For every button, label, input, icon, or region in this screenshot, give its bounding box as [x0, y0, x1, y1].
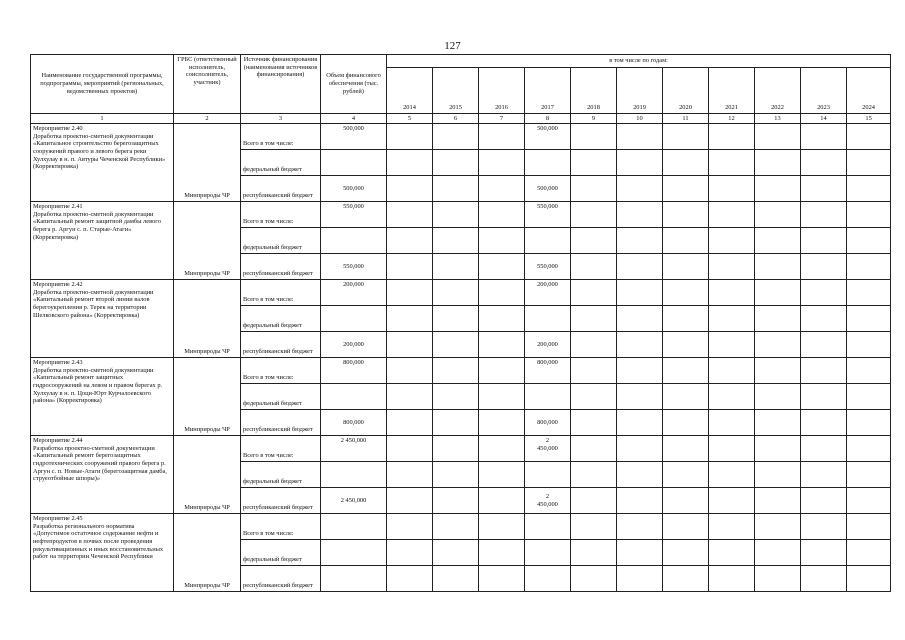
year-value [433, 488, 479, 514]
year-value [801, 410, 847, 436]
column-number: 13 [755, 114, 801, 124]
year-value [755, 358, 801, 384]
year-value [755, 332, 801, 358]
header-by-years: в том числе по годам: [387, 55, 891, 68]
year-value [663, 462, 709, 488]
year-value [663, 150, 709, 176]
year-value [755, 150, 801, 176]
year-value [387, 280, 433, 306]
table-row [31, 202, 891, 228]
year-value [847, 124, 891, 150]
year-value [525, 228, 571, 254]
year-header: 2024 [847, 68, 891, 114]
year-value [479, 176, 525, 202]
header-source: Источник финансирования (наименования источников финансирования) [241, 55, 321, 114]
year-value [663, 436, 709, 462]
year-value [709, 436, 755, 462]
year-value [571, 436, 617, 462]
funding-volume: 200,000 [321, 332, 387, 358]
year-value [525, 150, 571, 176]
funding-source: Всего в том числе: [241, 202, 321, 228]
year-value [847, 566, 891, 592]
column-number: 14 [801, 114, 847, 124]
year-value [387, 254, 433, 280]
year-value [617, 436, 663, 462]
table-row [31, 280, 891, 306]
funding-volume: 550,000 [321, 254, 387, 280]
year-value [847, 358, 891, 384]
funding-volume [321, 150, 387, 176]
year-value [847, 384, 891, 410]
year-value [663, 566, 709, 592]
column-number: 10 [617, 114, 663, 124]
year-value [571, 332, 617, 358]
measure-grbs: Минприроды ЧР [174, 358, 241, 436]
funding-volume [321, 384, 387, 410]
year-header: 2022 [755, 68, 801, 114]
year-value: 500,000 [525, 176, 571, 202]
column-number: 12 [709, 114, 755, 124]
column-number: 8 [525, 114, 571, 124]
year-value: 800,000 [525, 410, 571, 436]
column-number: 7 [479, 114, 525, 124]
year-value [709, 124, 755, 150]
year-value [387, 384, 433, 410]
year-value [801, 202, 847, 228]
year-value [847, 306, 891, 332]
year-value [433, 150, 479, 176]
year-value [755, 540, 801, 566]
year-value [663, 358, 709, 384]
funding-source: республиканский бюджет [241, 566, 321, 592]
funding-source: федеральный бюджет [241, 540, 321, 566]
year-value [571, 462, 617, 488]
year-value [801, 150, 847, 176]
year-value [387, 306, 433, 332]
year-value [387, 540, 433, 566]
funding-volume: 2 450,000 [321, 436, 387, 462]
year-value [755, 566, 801, 592]
measure-name: Мероприятие 2.44 Разработка проектно-сметной документации «Капитальный ремонт берегозащитных гидротехнических сооружений правого берега р. Аргун с. п. Новые-Атаги (берегозащитная дамба, струеотбойные шпоры)» [31, 436, 174, 514]
funding-source: Всего в том числе: [241, 514, 321, 540]
year-header: 2018 [571, 68, 617, 114]
year-value [387, 488, 433, 514]
year-value [709, 566, 755, 592]
year-header: 2023 [801, 68, 847, 114]
year-value [617, 150, 663, 176]
year-value [617, 124, 663, 150]
measure-name: Мероприятие 2.43 Доработка проектно-сметной документации «Капитальный ремонт защитных гидросооружений на левом и правом берегах р. Хулхулау в н. п. Цоци-Юрт Курчалоевского района» (Корректировка) [31, 358, 174, 436]
year-value [479, 540, 525, 566]
column-number: 15 [847, 114, 891, 124]
year-value [709, 202, 755, 228]
funding-volume [321, 462, 387, 488]
year-value [479, 202, 525, 228]
year-value [709, 358, 755, 384]
year-value [847, 176, 891, 202]
funding-volume [321, 566, 387, 592]
year-value [847, 488, 891, 514]
year-value [847, 514, 891, 540]
year-value [525, 462, 571, 488]
column-number: 3 [241, 114, 321, 124]
year-value [663, 254, 709, 280]
year-value [433, 176, 479, 202]
year-value [479, 566, 525, 592]
table-row [31, 436, 891, 462]
year-value [709, 540, 755, 566]
year-value [571, 358, 617, 384]
funding-source: Всего в том числе: [241, 280, 321, 306]
year-header: 2016 [479, 68, 525, 114]
measure-grbs: Минприроды ЧР [174, 436, 241, 514]
year-value: 550,000 [525, 202, 571, 228]
year-value [387, 228, 433, 254]
measure-grbs: Минприроды ЧР [174, 202, 241, 280]
funding-source: республиканский бюджет [241, 410, 321, 436]
funding-volume [321, 514, 387, 540]
year-value [387, 176, 433, 202]
year-value [617, 410, 663, 436]
year-value [801, 228, 847, 254]
measures-body [31, 124, 891, 592]
year-value [525, 540, 571, 566]
funding-source: федеральный бюджет [241, 228, 321, 254]
column-number: 5 [387, 114, 433, 124]
year-value [525, 514, 571, 540]
year-value [847, 436, 891, 462]
year-value [663, 202, 709, 228]
header-name: Наименование государственной программы, подпрограммы, мероприятий (региональных, ведомственных проектов) [31, 55, 174, 114]
year-value [709, 176, 755, 202]
year-value [847, 332, 891, 358]
year-value [617, 202, 663, 228]
year-value [801, 514, 847, 540]
year-value [571, 306, 617, 332]
year-value [433, 332, 479, 358]
year-value [801, 488, 847, 514]
year-value [479, 228, 525, 254]
funding-source: федеральный бюджет [241, 384, 321, 410]
funding-volume: 2 450,000 [321, 488, 387, 514]
year-value [847, 150, 891, 176]
funding-source: республиканский бюджет [241, 488, 321, 514]
year-header: 2020 [663, 68, 709, 114]
year-value [663, 514, 709, 540]
funding-source: Всего в том числе: [241, 124, 321, 150]
year-value [433, 228, 479, 254]
year-value [663, 488, 709, 514]
year-value [571, 254, 617, 280]
year-value [387, 150, 433, 176]
year-value [801, 566, 847, 592]
year-value [847, 410, 891, 436]
year-value [755, 228, 801, 254]
funding-source: Всего в том числе: [241, 358, 321, 384]
year-value [617, 462, 663, 488]
year-value [709, 254, 755, 280]
column-number: 1 [31, 114, 174, 124]
year-value [571, 150, 617, 176]
year-value [801, 436, 847, 462]
year-value [387, 436, 433, 462]
year-value [433, 436, 479, 462]
year-value [709, 228, 755, 254]
year-value [801, 358, 847, 384]
year-value [479, 332, 525, 358]
measure-grbs: Минприроды ЧР [174, 280, 241, 358]
column-number: 6 [433, 114, 479, 124]
year-value [755, 176, 801, 202]
year-value: 2 450,000 [525, 488, 571, 514]
year-header: 2015 [433, 68, 479, 114]
year-value [663, 384, 709, 410]
year-header: 2014 [387, 68, 433, 114]
year-value [571, 514, 617, 540]
column-number: 4 [321, 114, 387, 124]
year-value [709, 332, 755, 358]
year-value [663, 124, 709, 150]
year-value [755, 410, 801, 436]
year-value [709, 150, 755, 176]
financing-table [30, 54, 891, 592]
year-value [801, 384, 847, 410]
year-value [479, 150, 525, 176]
year-value [433, 384, 479, 410]
year-value [571, 202, 617, 228]
header-row-top [31, 55, 891, 68]
year-value [387, 202, 433, 228]
year-value [387, 358, 433, 384]
year-value [709, 410, 755, 436]
header-volume: Объем финансового обеспечения (тыс. рублей) [321, 55, 387, 114]
year-value: 200,000 [525, 280, 571, 306]
funding-volume [321, 306, 387, 332]
year-value [755, 254, 801, 280]
year-value [709, 514, 755, 540]
year-value [525, 384, 571, 410]
year-value [801, 124, 847, 150]
funding-volume: 550,000 [321, 202, 387, 228]
year-value [801, 176, 847, 202]
year-value [479, 488, 525, 514]
year-value [433, 566, 479, 592]
funding-volume: 200,000 [321, 280, 387, 306]
funding-volume: 500,000 [321, 124, 387, 150]
year-value [571, 566, 617, 592]
year-value [571, 124, 617, 150]
year-value [387, 124, 433, 150]
year-value [709, 488, 755, 514]
year-value [755, 202, 801, 228]
funding-volume: 500,000 [321, 176, 387, 202]
measure-name: Мероприятие 2.40 Доработка проектно-сметной документации «Капитальное строительство берегозащитных сооружений правого и левого берега реки Хулхулау в н. п. Автуры Чеченской Республики» (Корректировка) [31, 124, 174, 202]
table-row [31, 358, 891, 384]
year-header: 2019 [617, 68, 663, 114]
year-value [617, 280, 663, 306]
year-value [801, 306, 847, 332]
year-value [433, 280, 479, 306]
year-value [617, 514, 663, 540]
year-value [755, 384, 801, 410]
year-value [617, 254, 663, 280]
year-value [387, 514, 433, 540]
table-row [31, 124, 891, 150]
year-value [479, 358, 525, 384]
year-value [571, 176, 617, 202]
year-value [387, 462, 433, 488]
year-value: 800,000 [525, 358, 571, 384]
year-value [479, 254, 525, 280]
year-value [709, 462, 755, 488]
year-value [847, 280, 891, 306]
year-value [433, 358, 479, 384]
funding-volume [321, 540, 387, 566]
year-value [479, 306, 525, 332]
year-value [387, 410, 433, 436]
funding-source: федеральный бюджет [241, 462, 321, 488]
year-value [479, 514, 525, 540]
funding-volume [321, 228, 387, 254]
year-value [847, 202, 891, 228]
year-value [433, 540, 479, 566]
year-value [755, 436, 801, 462]
year-value [801, 254, 847, 280]
year-value [571, 488, 617, 514]
year-value [387, 566, 433, 592]
year-value [755, 280, 801, 306]
year-value [571, 410, 617, 436]
year-value [617, 488, 663, 514]
measure-grbs: Минприроды ЧР [174, 514, 241, 592]
year-value [663, 280, 709, 306]
year-value [433, 124, 479, 150]
year-value [755, 462, 801, 488]
year-value [433, 306, 479, 332]
year-value [617, 228, 663, 254]
year-value [801, 540, 847, 566]
year-value [617, 358, 663, 384]
year-value [617, 384, 663, 410]
year-value [479, 410, 525, 436]
year-value [525, 566, 571, 592]
year-header: 2021 [709, 68, 755, 114]
year-value [847, 228, 891, 254]
year-header: 2017 [525, 68, 571, 114]
table-row [31, 514, 891, 540]
year-value [617, 566, 663, 592]
column-number: 11 [663, 114, 709, 124]
year-value [801, 462, 847, 488]
year-value [847, 254, 891, 280]
year-value [755, 488, 801, 514]
funding-volume: 800,000 [321, 410, 387, 436]
year-value [847, 540, 891, 566]
year-value: 500,000 [525, 124, 571, 150]
year-value [663, 410, 709, 436]
year-value [617, 540, 663, 566]
year-value [663, 228, 709, 254]
measure-grbs: Минприроды ЧР [174, 124, 241, 202]
funding-source: федеральный бюджет [241, 150, 321, 176]
measure-name: Мероприятие 2.45 Разработка регионального норматива «Допустимое остаточное содержание нефти и нефтепродуктов в почвах после проведения рекультивационных и иных восстановительных работ на территории Чеченской Республики [31, 514, 174, 592]
year-value [479, 280, 525, 306]
funding-source: федеральный бюджет [241, 306, 321, 332]
year-value [571, 280, 617, 306]
year-value [479, 462, 525, 488]
measure-name: Мероприятие 2.41 Доработка проектно-сметной документации «Капитальный ремонт защитной дамбы левого берега р. Аргун с. п. Старые-Атаги» (Корректировка) [31, 202, 174, 280]
year-value [479, 436, 525, 462]
year-value [755, 306, 801, 332]
year-value [663, 176, 709, 202]
year-value [433, 254, 479, 280]
year-value [709, 306, 755, 332]
year-value [663, 540, 709, 566]
year-value [479, 124, 525, 150]
year-value [479, 384, 525, 410]
year-value [755, 514, 801, 540]
year-value [847, 462, 891, 488]
year-value [525, 306, 571, 332]
year-value: 550,000 [525, 254, 571, 280]
funding-volume: 800,000 [321, 358, 387, 384]
column-number: 2 [174, 114, 241, 124]
year-value [709, 384, 755, 410]
header-grbs: ГРБС (ответственный исполнитель, соисполнитель, участник) [174, 55, 241, 114]
year-value [571, 228, 617, 254]
column-number: 9 [571, 114, 617, 124]
year-value [663, 332, 709, 358]
year-value [801, 332, 847, 358]
year-value [617, 176, 663, 202]
year-value [387, 332, 433, 358]
year-value [755, 124, 801, 150]
funding-source: Всего в том числе: [241, 436, 321, 462]
funding-source: республиканский бюджет [241, 176, 321, 202]
year-value [571, 540, 617, 566]
year-value [433, 202, 479, 228]
column-numbers-row [31, 114, 891, 124]
year-value [433, 462, 479, 488]
funding-source: республиканский бюджет [241, 254, 321, 280]
year-value [709, 280, 755, 306]
year-value [617, 332, 663, 358]
year-value [433, 410, 479, 436]
year-value [571, 384, 617, 410]
year-value [801, 280, 847, 306]
year-value [663, 306, 709, 332]
page-number: 127 [444, 40, 461, 52]
funding-source: республиканский бюджет [241, 332, 321, 358]
year-value: 2 450,000 [525, 436, 571, 462]
measure-name: Мероприятие 2.42 Доработка проектно-сметной документации «Капитальный ремонт второй линии валов берегоукрепления р. Терек на территории Шелковского района» (Корректировка) [31, 280, 174, 358]
year-value [433, 514, 479, 540]
year-value: 200,000 [525, 332, 571, 358]
year-value [617, 306, 663, 332]
